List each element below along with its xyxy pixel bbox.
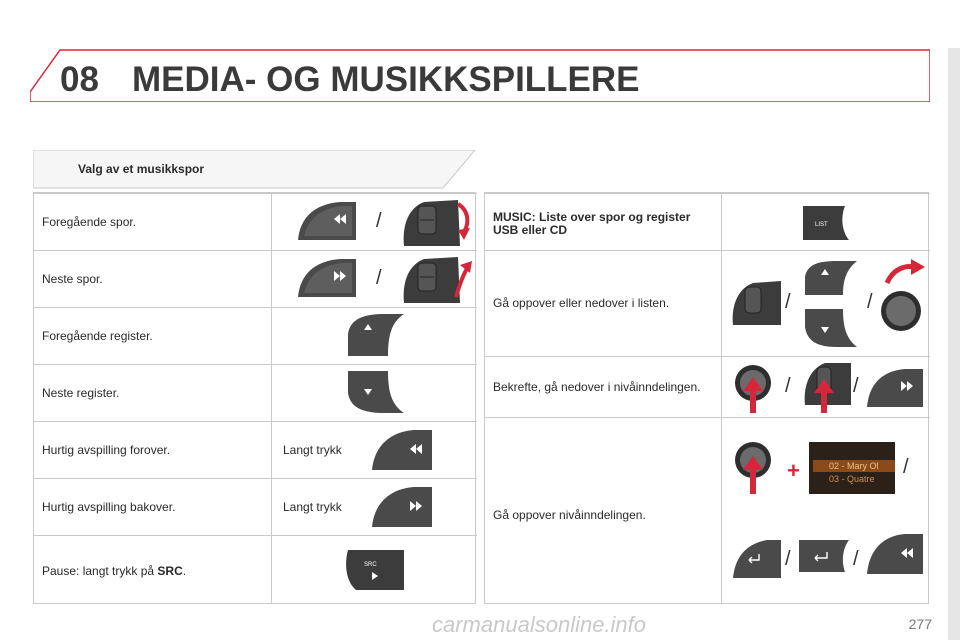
row-label: Gå oppover nivåinndelingen. xyxy=(493,508,646,522)
row-label: Foregående spor. xyxy=(42,215,137,229)
table-row xyxy=(485,250,930,356)
separator-slash: / xyxy=(376,267,382,289)
seek-back-button-icon xyxy=(370,426,434,472)
seek-back-button-icon xyxy=(865,530,925,576)
steering-wheel-control-icon xyxy=(398,253,474,307)
steering-wheel-control-icon xyxy=(729,279,783,329)
src-keyword: SRC xyxy=(157,564,183,578)
seek-back-button-icon xyxy=(296,198,360,242)
back-button-icon xyxy=(731,536,783,580)
screen-track-line: 02 - Mary Ol xyxy=(829,461,879,471)
separator-slash: / xyxy=(785,291,791,313)
table-row xyxy=(34,535,477,605)
display-screen-icon xyxy=(809,442,895,494)
row-label-bold: MUSIC: Liste over spor og register USB eller CD xyxy=(493,210,691,237)
rotary-knob-press-icon xyxy=(731,363,775,415)
separator-slash: / xyxy=(785,375,791,397)
table-row xyxy=(34,307,477,364)
steering-wheel-control-press-icon xyxy=(801,361,853,415)
seek-forward-button-icon xyxy=(370,483,434,529)
rotary-knob-press-icon xyxy=(731,440,775,496)
list-button-text: LIST xyxy=(815,222,828,228)
row-label: Bekrefte, gå nedover i nivåinndelingen. xyxy=(493,380,701,394)
up-button-icon xyxy=(801,259,859,297)
seek-forward-button-icon xyxy=(296,255,360,299)
steering-wheel-control-icon xyxy=(398,196,474,250)
separator-slash: / xyxy=(785,548,791,570)
separator-slash: / xyxy=(376,210,382,232)
table-row xyxy=(485,417,930,605)
table-row xyxy=(34,364,477,421)
chapter-title: MEDIA- OG MUSIKKSPILLERE xyxy=(132,60,640,99)
row-label: Gå oppover eller nedover i listen. xyxy=(493,296,670,310)
label-suffix: . xyxy=(182,564,187,578)
page-number: 277 xyxy=(908,616,932,632)
seek-forward-button-icon xyxy=(865,365,925,409)
row-label: Foregående register. xyxy=(42,329,153,343)
left-function-table xyxy=(33,192,476,604)
long-press-note: Langt trykk xyxy=(283,443,342,457)
rotary-knob-icon xyxy=(879,259,927,339)
row-label: Neste register. xyxy=(42,386,120,400)
table-row xyxy=(34,193,477,250)
list-button-icon xyxy=(801,204,853,242)
separator-slash: / xyxy=(903,456,909,478)
long-press-note: Langt trykk xyxy=(283,500,342,514)
src-button-text: SRC xyxy=(364,562,377,568)
side-tab-bar xyxy=(948,48,960,640)
src-button-icon xyxy=(334,546,408,592)
section-title: Valg av et musikkspor xyxy=(78,162,205,176)
down-button-icon xyxy=(344,369,408,415)
table-row xyxy=(34,421,477,478)
up-button-icon xyxy=(344,312,408,358)
table-row xyxy=(485,193,930,250)
watermark-text: carmanualsonline.info xyxy=(432,612,647,637)
back-button-icon xyxy=(797,538,851,574)
table-row xyxy=(485,356,930,417)
right-function-table xyxy=(484,192,929,604)
separator-slash: / xyxy=(853,548,859,570)
row-label: Neste spor. xyxy=(42,272,103,286)
table-row xyxy=(34,478,477,535)
row-label: Hurtig avspilling forover. xyxy=(42,443,171,457)
plus-sign: + xyxy=(787,458,800,483)
row-label: Hurtig avspilling bakover. xyxy=(42,500,176,514)
row-label xyxy=(42,564,186,578)
down-button-icon xyxy=(801,307,859,349)
separator-slash: / xyxy=(867,291,873,313)
separator-slash: / xyxy=(853,375,859,397)
chapter-number: 08 xyxy=(60,60,99,99)
screen-track-line: 03 - Quatre xyxy=(829,474,875,484)
label-prefix: Pause: langt trykk på xyxy=(42,564,158,578)
table-row xyxy=(34,250,477,307)
